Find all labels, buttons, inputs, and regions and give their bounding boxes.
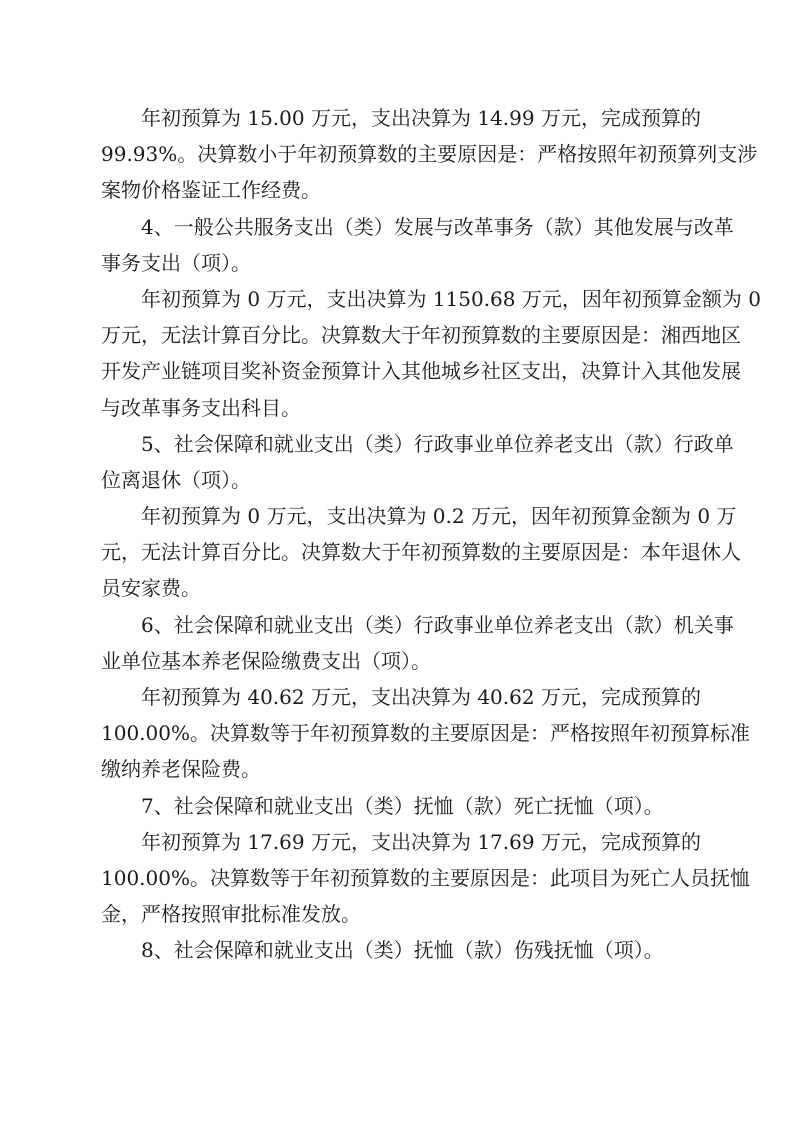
paragraph [101, 824, 750, 933]
text-line: 100.00%。决算数等于年初预算数的主要原因是：严格按照年初预算标准 [101, 721, 750, 746]
paragraph [101, 498, 741, 607]
text-line: 年初预算为 0 万元，支出决算为 0.2 万元，因年初预算金额为 0 万 [141, 504, 737, 529]
paragraph [101, 426, 734, 498]
text-line: 案物价格鉴证工作经费。 [101, 178, 321, 203]
text-line: 5、社会保障和就业支出（类）行政事业单位养老支出（款）行政单 [141, 431, 734, 456]
text-line: 业单位基本养老保险缴费支出（项）。 [101, 648, 431, 673]
text-line: 事务支出（项）。 [101, 250, 251, 275]
text-line: 员安家费。 [101, 576, 201, 601]
document-page [101, 100, 761, 969]
text-line: 100.00%。决算数等于年初预算数的主要原因是：此项目为死亡人员抚恤 [101, 865, 750, 890]
paragraph [101, 788, 698, 824]
text-line: 年初预算为 17.69 万元，支出决算为 17.69 万元，完成预算的 [141, 829, 701, 854]
text-line: 7、社会保障和就业支出（类）抚恤（款）死亡抚恤（项）。 [141, 793, 664, 818]
paragraph [101, 100, 758, 209]
paragraph [101, 679, 750, 788]
paragraph [101, 932, 698, 968]
text-line: 8、社会保障和就业支出（类）抚恤（款）伤残抚恤（项）。 [141, 938, 664, 963]
text-line: 万元，无法计算百分比。决算数大于年初预算数的主要原因是：湘西地区 [101, 323, 741, 348]
text-line: 4、一般公共服务支出（类）发展与改革事务（款）其他发展与改革 [141, 214, 734, 239]
text-line: 位离退休（项）。 [101, 467, 251, 492]
paragraph [101, 607, 734, 679]
text-line: 年初预算为 15.00 万元，支出决算为 14.99 万元，完成预算的 [141, 106, 701, 130]
text-line: 金，严格按照审批标准发放。 [101, 902, 361, 927]
text-line: 元，无法计算百分比。决算数大于年初预算数的主要原因是：本年退休人 [101, 540, 741, 565]
text-line: 年初预算为 40.62 万元，支出决算为 40.62 万元，完成预算的 [141, 685, 701, 709]
text-line: 99.93%。决算数小于年初预算数的主要原因是：严格按照年初预算列支涉 [101, 142, 758, 167]
text-line: 开发产业链项目奖补资金预算计入其他城乡社区支出，决算计入其他发展 [101, 359, 741, 384]
text-line: 缴纳养老保险费。 [101, 757, 261, 782]
paragraph [101, 281, 761, 426]
text-line: 6、社会保障和就业支出（类）行政事业单位养老支出（款）机关事 [141, 612, 734, 637]
text-line: 与改革事务支出科目。 [101, 395, 301, 420]
paragraph [101, 209, 734, 281]
text-line: 年初预算为 0 万元，支出决算为 1150.68 万元，因年初预算金额为 0 [141, 286, 761, 311]
